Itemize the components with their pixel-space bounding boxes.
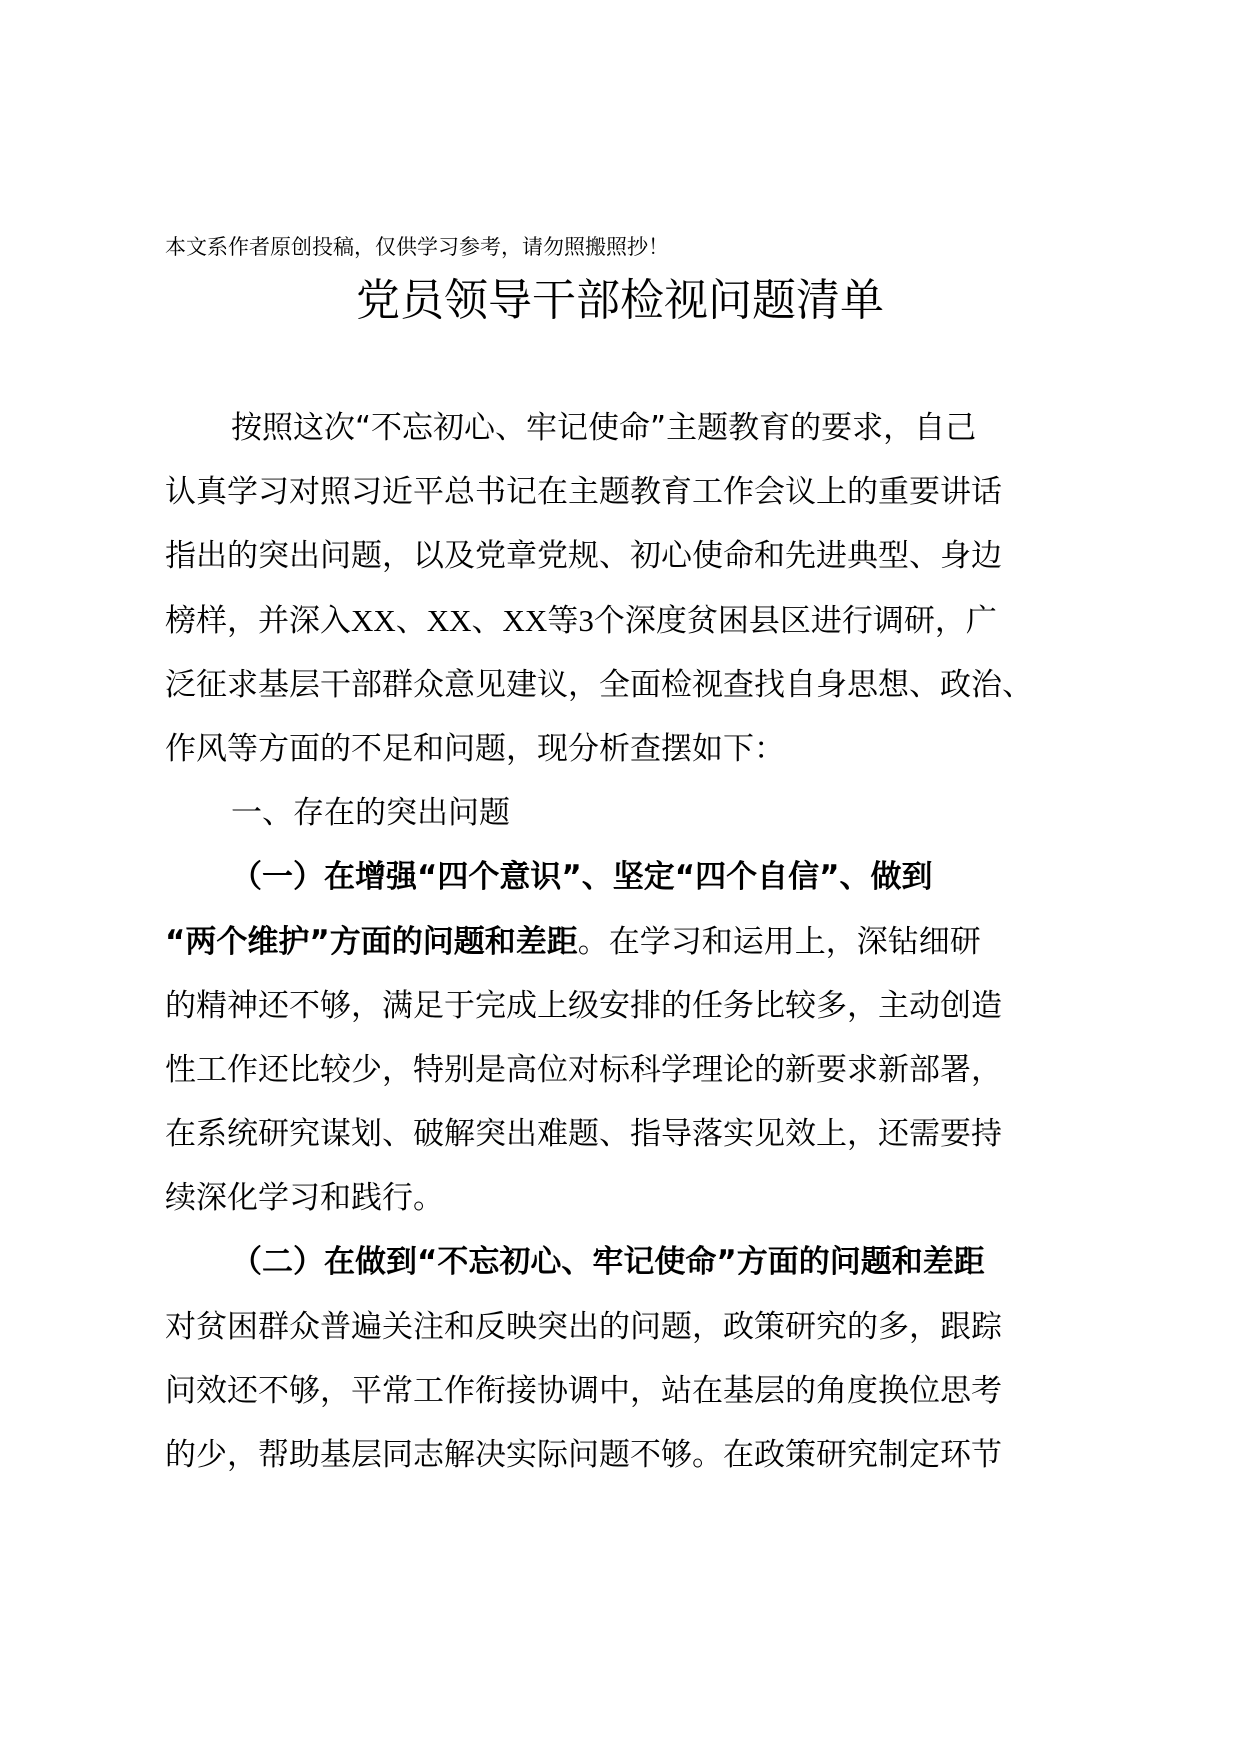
intro-line-4-part-b: 等 <box>547 602 579 639</box>
item1-line-1: 的精神还不够，满足于完成上级安排的任务比较多，主动创造 <box>165 987 1002 1024</box>
item1-text-start: 。在学习和运用上，深钻细研 <box>577 923 981 960</box>
item1-line-4: 续深化学习和践行。 <box>165 1180 444 1217</box>
intro-line-4-part-c: 个深度贫困县区进行调研，广 <box>593 602 997 639</box>
intro-line-1: 按照这次“不忘初心、牢记使命”主题教育的要求，自己 <box>231 410 977 446</box>
item1-heading-line-1: （一）在增强“四个意识”、坚定“四个自信”、做到 <box>231 859 933 896</box>
document-title: 党员领导干部检视问题清单 <box>356 275 884 326</box>
item2-line-1: 对贫困群众普遍关注和反映突出的问题，政策研究的多，跟踪 <box>165 1308 1002 1345</box>
copyright-notice: 本文系作者原创投稿，仅供学习参考，请勿照搬照抄！ <box>165 235 669 259</box>
section-heading: 一、存在的突出问题 <box>231 795 510 832</box>
item2-line-2: 问效还不够，平常工作衔接协调中，站在基层的角度换位思考 <box>165 1372 1002 1409</box>
intro-line-2: 认真学习对照习近平总书记在主题教育工作会议上的重要讲话 <box>165 474 1002 511</box>
item2-line-3: 的少，帮助基层同志解决实际问题不够。在政策研究制定环节 <box>165 1437 1002 1473</box>
county-placeholders: XX、XX、XX <box>351 602 548 638</box>
intro-line-4 <box>165 589 1085 653</box>
intro-line-6: 作风等方面的不足和问题，现分析查摆如下： <box>165 730 785 767</box>
item1-line-2: 性工作还比较少，特别是高位对标科学理论的新要求新部署， <box>165 1051 1002 1088</box>
item1-heading-line-2 <box>165 910 1085 974</box>
county-count: 3 <box>578 602 594 638</box>
item2-heading: （二）在做到“不忘初心、牢记使命”方面的问题和差距 <box>231 1244 985 1281</box>
item1-line-3: 在系统研究谋划、破解突出难题、指导落实见效上，还需要持 <box>165 1116 1002 1153</box>
intro-line-3: 指出的突出问题，以及党章党规、初心使命和先进典型、身边 <box>165 538 1002 575</box>
document-body <box>165 396 1085 1487</box>
intro-line-5: 泛征求基层干部群众意见建议，全面检视查找自身思想、政治、 <box>165 666 1033 703</box>
item1-heading-bold-tail: “两个维护”方面的问题和差距 <box>165 923 578 960</box>
intro-line-4-part-a: 榜样，并深入 <box>165 602 351 639</box>
